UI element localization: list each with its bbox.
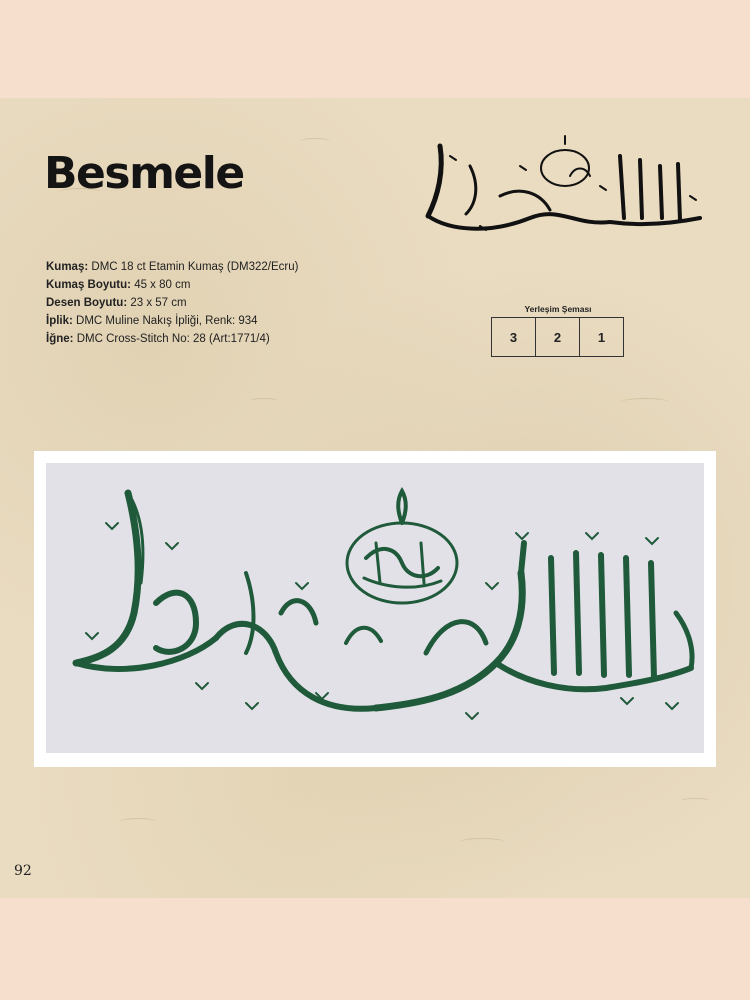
paper-fiber <box>250 398 278 404</box>
paper-fiber <box>300 138 330 144</box>
layout-cell-2: 2 <box>535 318 579 356</box>
spec-label: Desen Boyutu: <box>46 297 128 309</box>
pattern-frame <box>34 451 716 767</box>
spec-fabric-size <box>46 276 298 294</box>
layout-scheme-grid <box>491 317 624 357</box>
spec-needle <box>46 330 298 348</box>
spec-value: DMC Muline Nakış İpliği, Renk: 934 <box>76 315 258 327</box>
specifications <box>46 258 298 348</box>
spec-thread <box>46 312 298 330</box>
paper-fiber <box>680 798 710 804</box>
paper-fiber <box>460 838 504 846</box>
spec-label: İplik: <box>46 315 73 327</box>
pattern-calligraphy-image <box>46 463 704 753</box>
page-title: Besmele <box>44 148 244 199</box>
spec-value: DMC Cross-Stitch No: 28 (Art:1771/4) <box>76 333 270 345</box>
spec-label: Kumaş: <box>46 261 89 273</box>
spec-value: DMC 18 ct Etamin Kumaş (DM322/Ecru) <box>91 261 299 273</box>
paper-fiber <box>120 818 156 825</box>
spec-label: Kumaş Boyutu: <box>46 279 131 291</box>
spec-pattern-size <box>46 294 298 312</box>
spec-value: 45 x 80 cm <box>134 279 191 291</box>
page-number: 92 <box>14 863 32 879</box>
spec-fabric <box>46 258 298 276</box>
layout-cell-1: 1 <box>579 318 623 356</box>
paper-fiber <box>620 398 670 407</box>
pattern-canvas <box>46 463 704 753</box>
layout-cell-3: 3 <box>509 329 518 345</box>
layout-scheme-label: Yerleşim Şeması <box>524 304 592 314</box>
header-calligraphy-image <box>410 126 710 246</box>
paper-page <box>0 98 750 898</box>
spec-label: İğne: <box>46 333 74 345</box>
spec-value: 23 x 57 cm <box>130 297 187 309</box>
